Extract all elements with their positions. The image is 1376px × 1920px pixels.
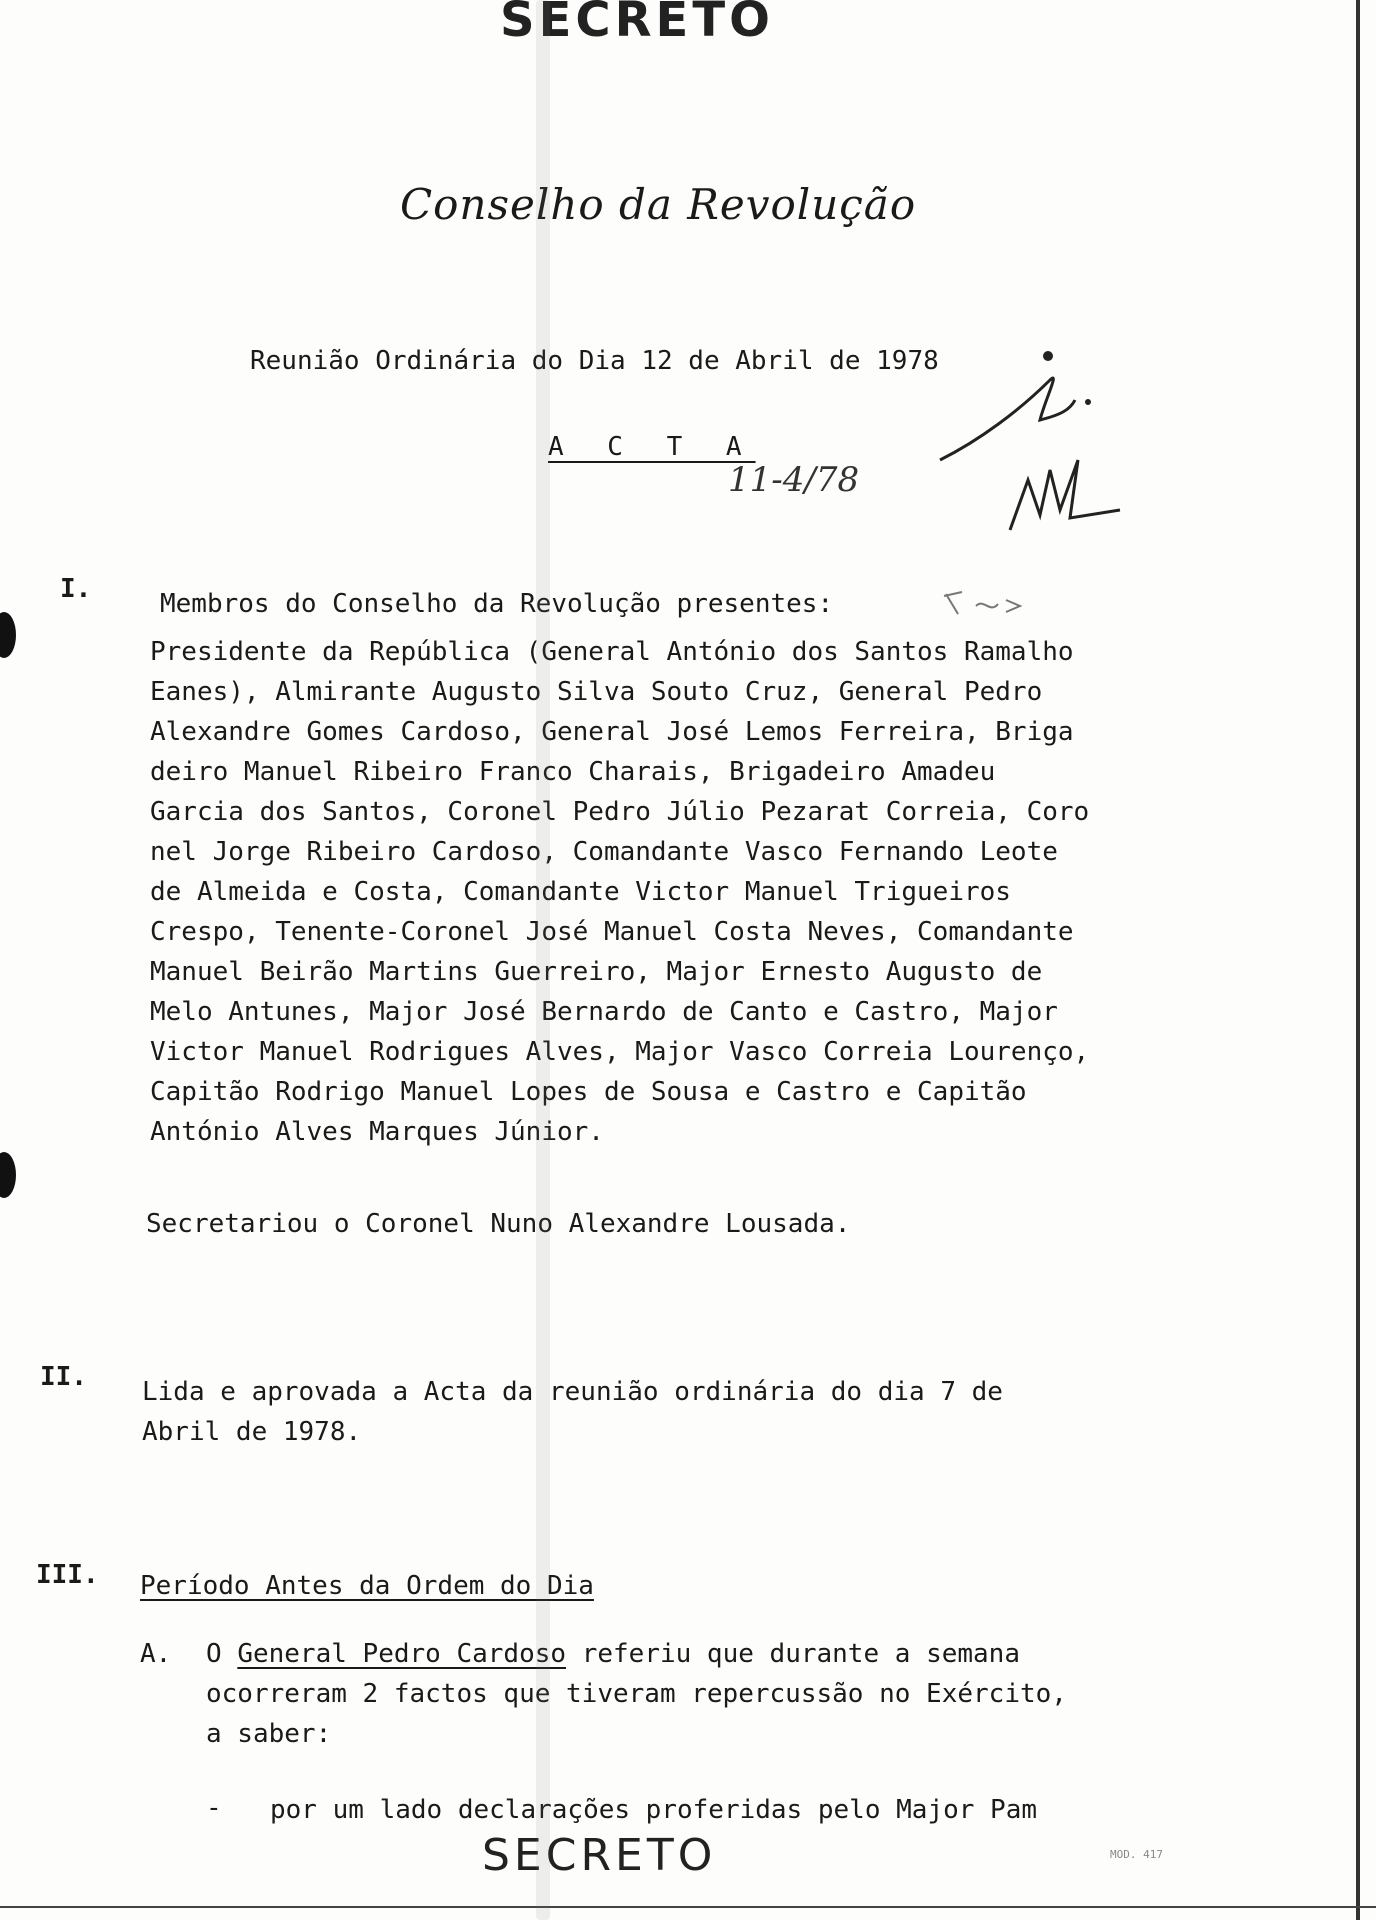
section-i-heading: Membros do Conselho da Revolução presentes: [160, 589, 834, 619]
classification-stamp-top: SECRETO [500, 0, 774, 48]
item-a-prefix: O [206, 1639, 238, 1669]
handwritten-date: 11-4/78 [728, 460, 860, 500]
punch-hole-bottom [0, 1152, 16, 1198]
members-line: de Almeida e Costa, Comandante Victor Manuel Trigueiros [150, 877, 1011, 907]
fold-line [536, 0, 550, 1920]
classification-stamp-bottom: SECRETO [482, 1830, 717, 1881]
item-a-line-3: a saber: [206, 1719, 332, 1749]
members-line: Presidente da República (General António dos Santos Ramalho [150, 637, 1074, 667]
section-ii-line: Lida e aprovada a Acta da reunião ordinária do dia 7 de [142, 1377, 1003, 1407]
item-a-text [206, 1634, 1067, 1754]
members-line: Manuel Beirão Martins Guerreiro, Major Ernesto Augusto de [150, 957, 1043, 987]
acta-label: A C T A [548, 432, 756, 462]
members-line: Capitão Rodrigo Manuel Lopes de Sousa e Castro e Capitão [150, 1077, 1027, 1107]
bullet-dash: - [206, 1793, 222, 1823]
members-line: António Alves Marques Júnior. [150, 1117, 604, 1147]
members-line: Victor Manuel Rodrigues Alves, Major Vasco Correia Lourenço, [150, 1037, 1090, 1067]
section-iii-heading: Período Antes da Ordem do Dia [140, 1571, 594, 1601]
meeting-title: Reunião Ordinária do Dia 12 de Abril de 1978 [250, 346, 939, 376]
members-line: nel Jorge Ribeiro Cardoso, Comandante Vasco Fernando Leote [150, 837, 1058, 867]
punch-hole-top [0, 612, 16, 658]
members-line: Eanes), Almirante Augusto Silva Souto Cruz, General Pedro [150, 677, 1043, 707]
section-number-ii: II. [40, 1362, 87, 1392]
members-line: Crespo, Tenente-Coronel José Manuel Costa Neves, Comandante [150, 917, 1074, 947]
section-number-i: I. [60, 574, 92, 604]
members-line: Alexandre Gomes Cardoso, General José Lemos Ferreira, Briga [150, 717, 1074, 747]
item-a-line1-rest: referiu que durante a semana [566, 1639, 1020, 1669]
handwritten-signature [900, 340, 1140, 540]
handwritten-mark [940, 586, 1030, 627]
form-code: MOD. 417 [1110, 1848, 1163, 1861]
item-a-letter: A. [140, 1639, 172, 1669]
section-ii-line: Abril de 1978. [142, 1417, 362, 1447]
item-a-line-1 [206, 1634, 1067, 1674]
section-ii-text [142, 1372, 1003, 1452]
item-a-name: General Pedro Cardoso [237, 1639, 567, 1669]
letterhead: Conselho da Revolução [400, 180, 917, 229]
members-line: deiro Manuel Ribeiro Franco Charais, Brigadeiro Amadeu [150, 757, 996, 787]
secretary-line: Secretariou o Coronel Nuno Alexandre Lousada. [146, 1209, 851, 1239]
section-i-members [150, 632, 1089, 1152]
members-line: Garcia dos Santos, Coronel Pedro Júlio Pezarat Correia, Coro [150, 797, 1090, 827]
scan-edge-bottom [0, 1906, 1376, 1908]
section-number-iii: III. [36, 1560, 99, 1590]
bullet-text: por um lado declarações proferidas pelo Major Pam [270, 1795, 1038, 1825]
scan-edge-right [1356, 0, 1360, 1920]
item-a-line-2: ocorreram 2 factos que tiveram repercussão no Exército, [206, 1679, 1067, 1709]
members-line: Melo Antunes, Major José Bernardo de Canto e Castro, Major [150, 997, 1058, 1027]
